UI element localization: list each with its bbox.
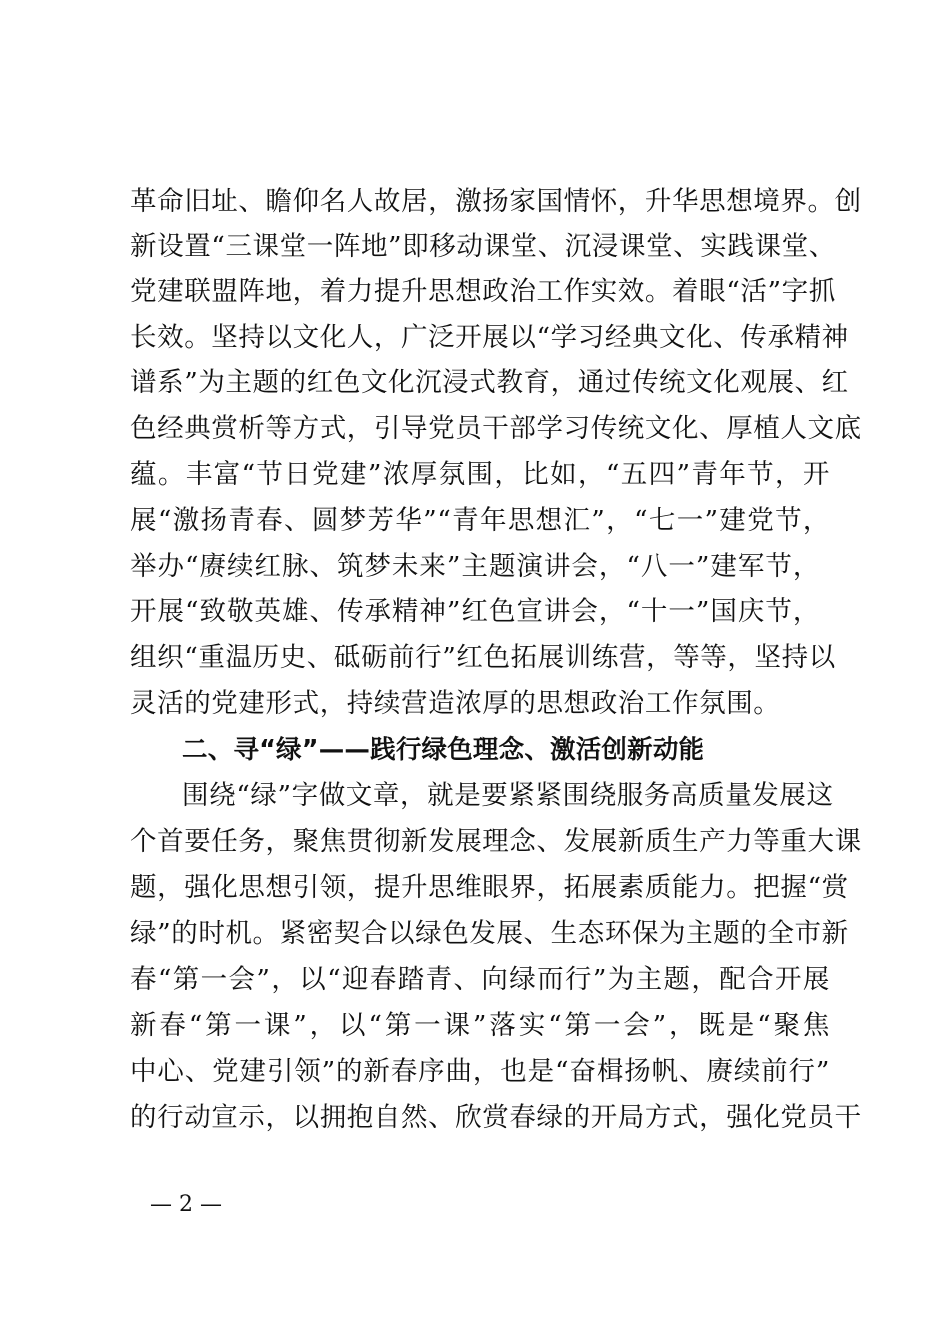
paragraph-line: 围绕“绿”字做文章，就是要紧紧围绕服务高质量发展这	[182, 780, 834, 811]
paragraph-line: 长效。坚持以文化人，广泛开展以“学习经典文化、传承精神	[130, 322, 849, 353]
paragraph-line: 党建联盟阵地，着力提升思想政治工作实效。着眼“活”字抓	[130, 276, 836, 307]
paragraph-line: 的行动宣示，以拥抱自然、欣赏春绿的开局方式，强化党员干	[130, 1102, 862, 1133]
paragraph-line: 组织“重温历史、砥砺前行”红色拓展训练营，等等，坚持以	[130, 642, 836, 673]
page-number: — 2 —	[150, 1192, 222, 1217]
paragraph-line: 新设置“三课堂一阵地”即移动课堂、沉浸课堂、实践课堂、	[130, 231, 836, 262]
paragraph-line: 谱系”为主题的红色文化沉浸式教育，通过传统文化观展、红	[130, 367, 849, 398]
paragraph-line: 个首要任务，聚焦贯彻新发展理念、发展新质生产力等重大课	[130, 826, 862, 857]
paragraph-line: 题，强化思想引领，提升思维眼界，拓展素质能力。把握“赏	[130, 872, 849, 903]
paragraph-line: 革命旧址、瞻仰名人故居，激扬家国情怀，升华思想境界。创	[130, 186, 862, 217]
paragraph-line: 春“第一会”，以“迎春踏青、向绿而行”为主题，配合开展	[130, 964, 830, 995]
section-heading: 二、寻“绿”——践行绿色理念、激活创新动能	[182, 735, 705, 765]
paragraph-line: 色经典赏析等方式，引导党员干部学习传统文化、厚植人文底	[130, 413, 862, 444]
paragraph-line: 举办“赓续红脉、筑梦未来”主题演讲会，“八一”建军节，	[130, 551, 820, 582]
paragraph-line: 中心、党建引领”的新春序曲，也是“奋楫扬帆、赓续前行”	[130, 1056, 830, 1087]
paragraph-line: 蕴。丰富“节日党建”浓厚氛围，比如，“五四”青年节，开	[130, 459, 830, 490]
paragraph-line: 灵活的党建形式，持续营造浓厚的思想政治工作氛围。	[130, 688, 781, 719]
paragraph-line: 绿”的时机。紧密契合以绿色发展、生态环保为主题的全市新	[130, 918, 849, 949]
paragraph-line: 展“激扬青春、圆梦芳华”“青年思想汇”，“七一”建党节，	[130, 505, 830, 536]
paragraph-line: 新春“第一课”，以“第一课”落实“第一会”，既是“聚焦	[130, 1010, 830, 1041]
paragraph-line: 开展“致敬英雄、传承精神”红色宣讲会，“十一”国庆节，	[130, 596, 820, 627]
